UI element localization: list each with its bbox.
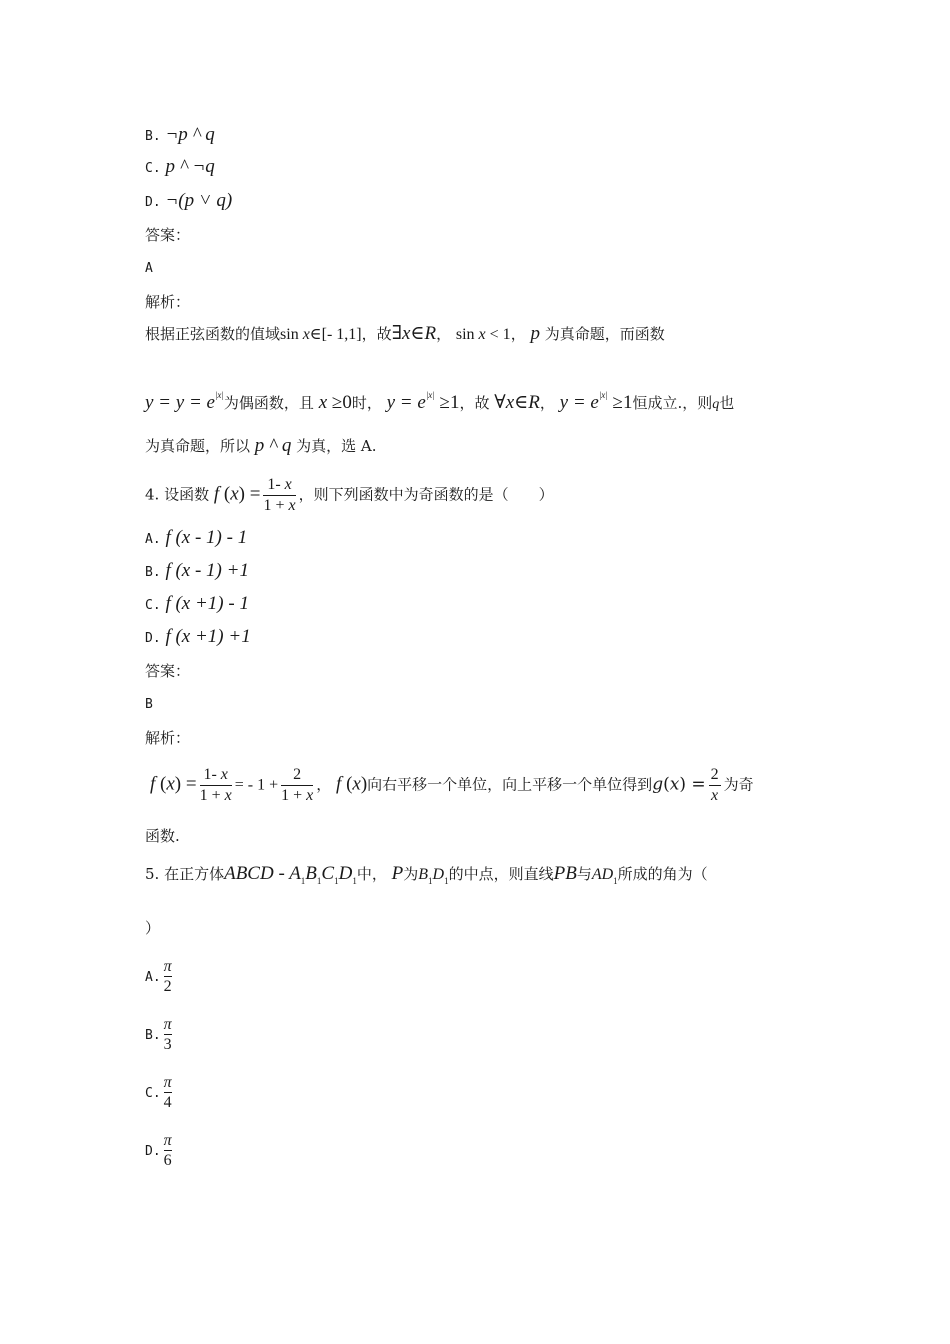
- sine-lt-one-expr: sin x < 1: [455, 326, 511, 343]
- p-symbol: p: [530, 323, 540, 344]
- option-expr: ¬(p ˅ q): [165, 190, 233, 211]
- point-p: P: [391, 863, 404, 884]
- q4-analysis-line-2: 函数.: [145, 827, 180, 845]
- q5-option-b: B. $\frac{\pi}{3}$: [145, 1016, 172, 1053]
- minus-one-plus: = - 1 +: [234, 776, 279, 794]
- exists-x-expr: ∃x∈R: [391, 323, 437, 344]
- fraction-one-minus-x-over-one-plus-x: $\frac{1- x}{1 + x}$: [263, 476, 296, 514]
- q4-stem: 4. 设函数 f (x) = $\frac{1- x}{1 + x}$ ，则下列函数中为奇函数的是（ ）: [145, 476, 554, 514]
- line-pb: PB: [553, 863, 577, 884]
- f-of-x-expr: f (x) =: [150, 773, 197, 795]
- option-label: C.: [145, 161, 161, 176]
- q5-option-c: C. $\frac{\pi}{4}$: [145, 1074, 172, 1111]
- q3-answer: A: [145, 261, 153, 276]
- exp-ge-one-expr: $y = e^{|x|} \ge 1$: [386, 390, 460, 413]
- q4-option-d: D. f (x +1) +1: [145, 626, 251, 647]
- q3-option-b: [145, 125, 215, 147]
- q3-option-d: [145, 191, 232, 213]
- fraction-two-over-x: $\frac{2}{x}$: [710, 766, 719, 804]
- fraction-two-over-one-plus-x: $\frac{2}{1 + x}$: [281, 766, 314, 804]
- q3-answer-label: 答案：: [145, 226, 191, 244]
- q4-answer: B: [145, 697, 153, 712]
- fraction-pi-over-n: $\frac{\pi}{3}$: [163, 1016, 172, 1053]
- q4-option-c: C. f (x +1) - 1: [145, 593, 249, 614]
- q5-stem-close: ）: [145, 919, 161, 937]
- p-and-q-expr: p ^ q: [254, 435, 292, 456]
- q-symbol: q: [712, 397, 720, 412]
- option-expr: ¬p ^ q: [165, 124, 215, 145]
- q4-answer-label: 答案：: [145, 662, 191, 680]
- g-of-x-expr: g(x) =: [652, 774, 706, 795]
- q4-analysis-line-1: f (x) = $\frac{1- x}{1 + x}$ = - 1 + $\frac{2}{1 + x}$ ， f (x)向右平移一个单位，向上平移一个单位得到g(x) = $\frac{2}{x}$ 为奇: [150, 766, 754, 804]
- segment-b1d1: $B_1D_1$: [418, 866, 449, 886]
- q4-option-a: A. f (x - 1) - 1: [145, 527, 248, 548]
- function-f-expr: f (x) =: [213, 483, 261, 505]
- q3-option-c: [145, 157, 215, 179]
- f-of-x-symbol: f (x): [336, 773, 368, 795]
- line-ad1: $AD_1$: [591, 866, 618, 886]
- q3-analysis-line-2: $y = y = e^{|x|}$为偶函数，且 x ≥0时， $y = e^{|x|} \ge 1$，故 ∀x∈R， $y = e^{|x|} \ge 1$恒成立.，则q也: [145, 390, 735, 413]
- exp-ge-one-expr-2: $y = e^{|x|} \ge 1$: [559, 390, 633, 413]
- forall-x-expr: ∀x∈R: [494, 392, 540, 413]
- q4-option-b: B. f (x - 1) +1: [145, 560, 249, 581]
- fraction-pi-over-n: $\frac{\pi}{2}$: [163, 958, 172, 995]
- cube-expr: ABCD - $A_1B_1C_1D_1$: [224, 863, 357, 886]
- q4-analysis-label: 解析：: [145, 729, 191, 747]
- fraction-pi-over-n: $\frac{\pi}{6}$: [163, 1132, 172, 1169]
- y-equals-exp-expr: $y = y = e^{|x|}$: [145, 390, 224, 413]
- q5-option-a: A. $\frac{\pi}{2}$: [145, 958, 172, 995]
- option-label: D.: [145, 195, 161, 210]
- option-label: B.: [145, 129, 161, 144]
- q3-analysis-label: 解析：: [145, 293, 191, 311]
- option-expr: p ^ ¬q: [165, 156, 215, 177]
- q5-option-d: D. $\frac{\pi}{6}$: [145, 1132, 172, 1169]
- x-ge-zero-expr: x ≥0: [318, 392, 352, 413]
- fraction-one-minus-x-over-one-plus-x: $\frac{1- x}{1 + x}$: [199, 766, 232, 804]
- q3-analysis-line-1: 根据正弦函数的值域sin x∈[- 1,1]，故∃x∈R， sin x < 1， p 为真命题，而函数: [145, 323, 665, 344]
- q5-stem: 5. 在正方体ABCD - $A_1B_1C_1D_1$中， P为$B_1D_1$的中点，则直线PB与$AD_1$所成的角为（: [145, 863, 708, 886]
- sine-range-expr: sin x∈[- 1,1]: [280, 326, 362, 343]
- q3-analysis-line-3: 为真命题，所以 p ^ q 为真，选 A.: [145, 435, 377, 456]
- fraction-pi-over-n: $\frac{\pi}{4}$: [163, 1074, 172, 1111]
